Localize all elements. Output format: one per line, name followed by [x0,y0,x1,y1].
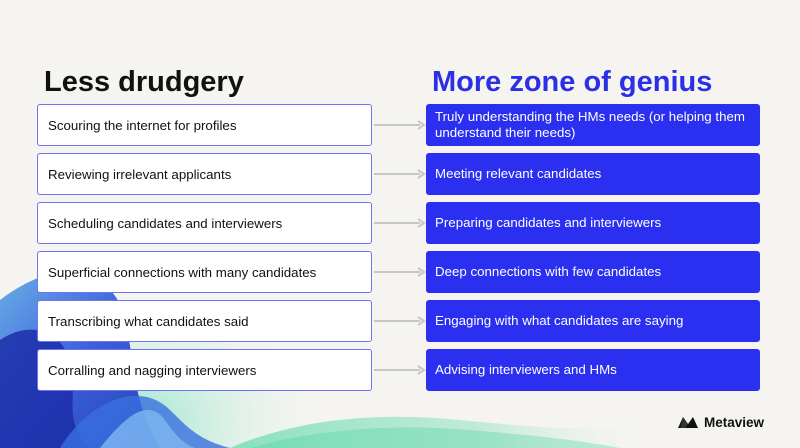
less-drudgery-heading: Less drudgery [44,66,244,98]
genius-item: Preparing candidates and interviewers [426,202,760,244]
arrow-right-icon [374,314,426,328]
drudgery-item: Scheduling candidates and interviewers [37,202,372,244]
arrow-right-icon [374,118,426,132]
comparison-row [0,202,800,244]
comparison-row [0,251,800,293]
arrow-right-icon [374,265,426,279]
comparison-row [0,153,800,195]
genius-item: Advising interviewers and HMs [426,349,760,391]
arrow-right-icon [374,216,426,230]
drudgery-item: Transcribing what candidates said [37,300,372,342]
logo-text: Metaview [704,414,765,430]
genius-item: Truly understanding the HMs needs (or helping them understand their needs) [426,104,760,146]
arrow-right-icon [374,363,426,377]
genius-item: Deep connections with few candidates [426,251,760,293]
genius-item: Meeting relevant candidates [426,153,760,195]
comparison-row [0,104,800,146]
drudgery-item: Reviewing irrelevant applicants [37,153,372,195]
drudgery-item: Superficial connections with many candidates [37,251,372,293]
arrow-right-icon [374,167,426,181]
metaview-logo [678,414,764,430]
drudgery-item: Scouring the internet for profiles [37,104,372,146]
drudgery-item: Corralling and nagging interviewers [37,349,372,391]
genius-item: Engaging with what candidates are saying [426,300,760,342]
zone-of-genius-heading: More zone of genius [432,66,713,98]
comparison-row [0,349,800,391]
metaview-logo-icon [678,414,698,430]
comparison-row [0,300,800,342]
